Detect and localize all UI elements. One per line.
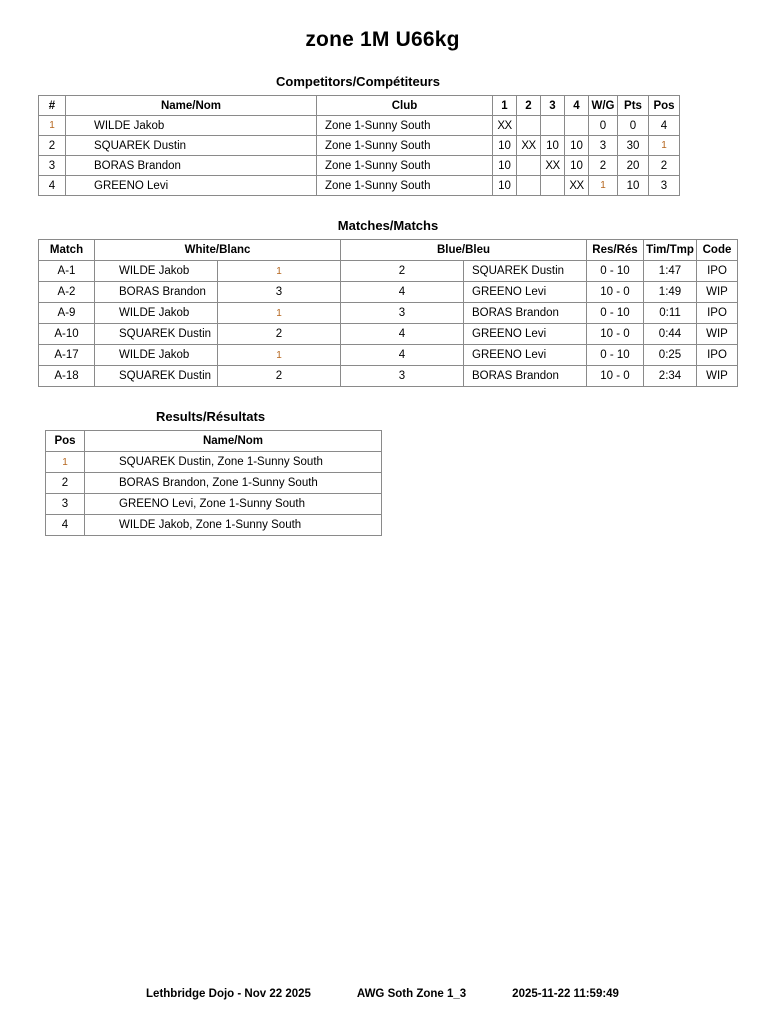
competitor-cell-1: XX	[493, 116, 517, 136]
competitor-points: 0	[618, 116, 649, 136]
match-blue-name: SQUAREK Dustin	[464, 261, 587, 282]
match-white-number: 3	[218, 282, 341, 303]
table-row	[46, 452, 382, 473]
table-row	[46, 515, 382, 536]
column-header-number: #	[39, 96, 66, 116]
competitors-section-title: Competitors/Compétiteurs	[276, 74, 440, 89]
match-blue-number: 3	[341, 303, 464, 324]
match-time: 1:49	[644, 282, 697, 303]
column-header-3: 3	[541, 96, 565, 116]
competitor-cell-3: 10	[541, 136, 565, 156]
table-row	[39, 156, 680, 176]
result-name: BORAS Brandon, Zone 1-Sunny South	[85, 473, 382, 494]
match-id: A-17	[39, 345, 95, 366]
footer-timestamp: 2025-11-22 11:59:49	[512, 988, 619, 1000]
competitor-position: 2	[649, 156, 680, 176]
match-white-number: 1	[218, 345, 341, 366]
competitor-wins: 0	[589, 116, 618, 136]
match-white-number: 1	[218, 303, 341, 324]
result-position: 3	[46, 494, 85, 515]
column-header-position: Pos	[649, 96, 680, 116]
column-header-blue: Blue/Bleu	[341, 240, 587, 261]
competitor-position: 4	[649, 116, 680, 136]
column-header-points: Pts	[618, 96, 649, 116]
competitor-cell-2	[517, 116, 541, 136]
column-header-2: 2	[517, 96, 541, 116]
competitor-cell-1: 10	[493, 156, 517, 176]
competitor-club: Zone 1-Sunny South	[317, 136, 493, 156]
column-header-name: Name/Nom	[85, 431, 382, 452]
competitor-cell-4: 10	[565, 156, 589, 176]
match-result: 10 - 0	[587, 282, 644, 303]
competitor-cell-4	[565, 116, 589, 136]
match-result: 10 - 0	[587, 324, 644, 345]
results-section-title: Results/Résultats	[155, 409, 266, 424]
match-white-name: BORAS Brandon	[95, 282, 218, 303]
results-table	[45, 430, 382, 536]
footer-event: Lethbridge Dojo - Nov 22 2025	[146, 988, 311, 1000]
competitor-number: 2	[39, 136, 66, 156]
competitor-number: 3	[39, 156, 66, 176]
match-id: A-10	[39, 324, 95, 345]
competitor-wins: 1	[589, 176, 618, 196]
column-header-white: White/Blanc	[95, 240, 341, 261]
result-position: 2	[46, 473, 85, 494]
results-section	[0, 409, 765, 536]
match-id: A-2	[39, 282, 95, 303]
match-time: 0:11	[644, 303, 697, 324]
table-header-row	[39, 96, 680, 116]
match-time: 0:44	[644, 324, 697, 345]
match-code: WIP	[697, 282, 738, 303]
column-header-time: Tim/Tmp	[644, 240, 697, 261]
match-result: 0 - 10	[587, 345, 644, 366]
match-white-number: 2	[218, 324, 341, 345]
match-blue-name: GREENO Levi	[464, 282, 587, 303]
table-row	[39, 116, 680, 136]
column-header-match: Match	[39, 240, 95, 261]
competitor-club: Zone 1-Sunny South	[317, 176, 493, 196]
competitor-cell-3: XX	[541, 156, 565, 176]
competitor-cell-4: XX	[565, 176, 589, 196]
competitor-name: GREENO Levi	[66, 176, 317, 196]
match-blue-number: 4	[341, 324, 464, 345]
matches-table	[38, 239, 738, 387]
match-white-name: WILDE Jakob	[95, 261, 218, 282]
competitor-number: 1	[39, 116, 66, 136]
match-result: 0 - 10	[587, 303, 644, 324]
result-name: WILDE Jakob, Zone 1-Sunny South	[85, 515, 382, 536]
match-code: WIP	[697, 324, 738, 345]
competitor-cell-2: XX	[517, 136, 541, 156]
result-name: SQUAREK Dustin, Zone 1-Sunny South	[85, 452, 382, 473]
result-position: 1	[46, 452, 85, 473]
match-white-name: WILDE Jakob	[95, 303, 218, 324]
competitor-position: 3	[649, 176, 680, 196]
competitor-cell-3	[541, 116, 565, 136]
table-header-row	[39, 240, 738, 261]
column-header-1: 1	[493, 96, 517, 116]
match-result: 0 - 10	[587, 261, 644, 282]
competitor-points: 10	[618, 176, 649, 196]
match-blue-number: 4	[341, 282, 464, 303]
match-blue-name: GREENO Levi	[464, 324, 587, 345]
competitor-club: Zone 1-Sunny South	[317, 116, 493, 136]
table-header-row	[46, 431, 382, 452]
competitor-points: 30	[618, 136, 649, 156]
match-code: WIP	[697, 366, 738, 387]
table-row	[39, 282, 738, 303]
result-name: GREENO Levi, Zone 1-Sunny South	[85, 494, 382, 515]
table-row	[39, 303, 738, 324]
match-blue-number: 2	[341, 261, 464, 282]
column-header-position: Pos	[46, 431, 85, 452]
competitor-cell-2	[517, 176, 541, 196]
column-header-wins: W/G	[589, 96, 618, 116]
match-time: 2:34	[644, 366, 697, 387]
match-blue-number: 3	[341, 366, 464, 387]
competitor-wins: 2	[589, 156, 618, 176]
match-code: IPO	[697, 303, 738, 324]
match-white-name: WILDE Jakob	[95, 345, 218, 366]
match-white-number: 1	[218, 261, 341, 282]
match-white-name: SQUAREK Dustin	[95, 324, 218, 345]
column-header-code: Code	[697, 240, 738, 261]
match-blue-number: 4	[341, 345, 464, 366]
competitor-cell-1: 10	[493, 136, 517, 156]
table-row	[39, 345, 738, 366]
competitor-number: 4	[39, 176, 66, 196]
match-white-number: 2	[218, 366, 341, 387]
competitor-name: BORAS Brandon	[66, 156, 317, 176]
result-position: 4	[46, 515, 85, 536]
competitor-cell-2	[517, 156, 541, 176]
column-header-4: 4	[565, 96, 589, 116]
competitor-cell-1: 10	[493, 176, 517, 196]
competitors-section	[0, 74, 765, 196]
match-blue-name: BORAS Brandon	[464, 303, 587, 324]
match-time: 1:47	[644, 261, 697, 282]
table-row	[39, 366, 738, 387]
competitors-table	[38, 95, 680, 196]
match-blue-name: GREENO Levi	[464, 345, 587, 366]
competitor-cell-3	[541, 176, 565, 196]
competitor-points: 20	[618, 156, 649, 176]
column-header-result: Res/Rés	[587, 240, 644, 261]
competitor-position: 1	[649, 136, 680, 156]
competitor-wins: 3	[589, 136, 618, 156]
match-code: IPO	[697, 261, 738, 282]
page-title: zone 1M U66kg	[305, 28, 460, 51]
match-id: A-9	[39, 303, 95, 324]
competitor-name: WILDE Jakob	[66, 116, 317, 136]
match-white-name: SQUAREK Dustin	[95, 366, 218, 387]
competitor-name: SQUAREK Dustin	[66, 136, 317, 156]
table-row	[39, 261, 738, 282]
match-time: 0:25	[644, 345, 697, 366]
match-result: 10 - 0	[587, 366, 644, 387]
match-code: IPO	[697, 345, 738, 366]
match-id: A-1	[39, 261, 95, 282]
match-blue-name: BORAS Brandon	[464, 366, 587, 387]
match-id: A-18	[39, 366, 95, 387]
table-row	[46, 494, 382, 515]
matches-section	[0, 218, 765, 387]
footer-tournament: AWG Soth Zone 1_3	[356, 988, 467, 1000]
column-header-name: Name/Nom	[66, 96, 317, 116]
table-row	[39, 136, 680, 156]
matches-section-title: Matches/Matchs	[337, 218, 439, 233]
column-header-club: Club	[317, 96, 493, 116]
table-row	[39, 176, 680, 196]
competitor-cell-4: 10	[565, 136, 589, 156]
competitor-club: Zone 1-Sunny South	[317, 156, 493, 176]
table-row	[39, 324, 738, 345]
table-row	[46, 473, 382, 494]
